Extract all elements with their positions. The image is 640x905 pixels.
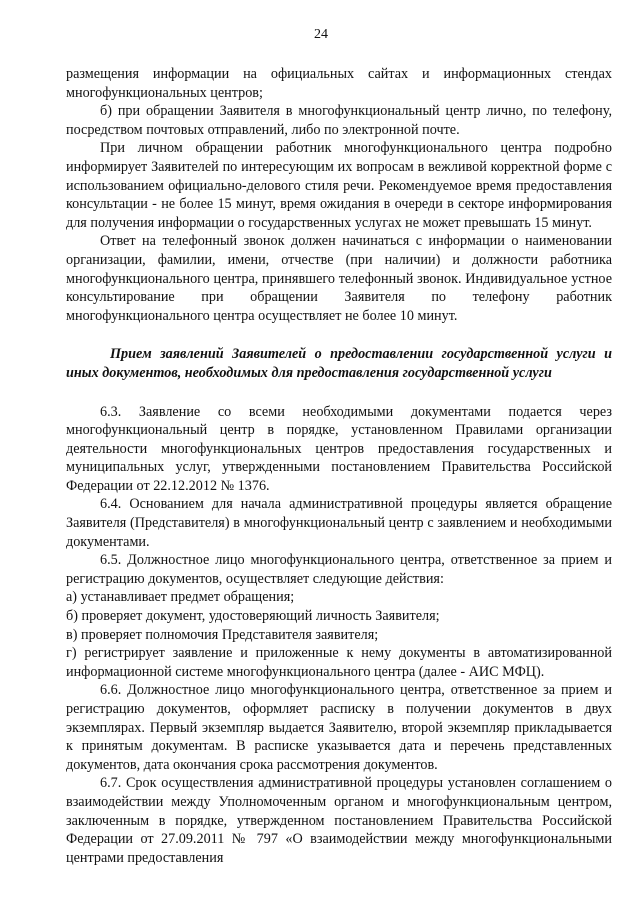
page-number: 24 — [314, 27, 328, 42]
paragraph-item-b-contact: б) при обращении Заявителя в многофункциональный центр лично, по телефону, посредством почтовых отправлений, либо по электронной почте. — [66, 103, 612, 138]
list-item-g: г) регистрирует заявление и приложенные к нему документы в автоматизированной информационной системе многофункционального центра (далее - АИС МФЦ). — [66, 645, 612, 680]
section-heading: Прием заявлений Заявителей о предоставлении государственной услуги и иных документов, необходимых для предоставления государственной услуги — [66, 346, 612, 381]
paragraph-phone-call: Ответ на телефонный звонок должен начинаться с информации о наименовании организации, фамилии, имени, отчестве (при наличии) и должности работника многофункционального центра, принявшего телефонный звонок. Индивидуальное устное консультирование при обращении Заявителя по телефону работник многофункционального центра осуществляет не более 10 минут. — [66, 233, 612, 324]
paragraph-6-6: 6.6. Должностное лицо многофункционального центра, ответственное за прием и регистрацию документов, оформляет расписку в получении документов в двух экземплярах. Первый экземпляр выдается Заявителю, второй экземпляр прикладывается к принятым документам. В расписке указывается дата и перечень представленных документов, дата окончания срока рассмотрения документов. — [66, 682, 612, 773]
list-item-v: в) проверяет полномочия Представителя заявителя; — [66, 626, 379, 643]
paragraph-6-7: 6.7. Срок осуществления административной процедуры установлен соглашением о взаимодействии между Уполномоченным органом и многофункциональным центром, заключенным в порядке, утвержденном постановлением Правительства Российской Федерации от 27.09.2011 № 797 «О взаимодействии между многофункциональными центрами предоставления — [66, 775, 612, 866]
section-body — [66, 403, 612, 868]
paragraph-6-5: 6.5. Должностное лицо многофункционального центра, ответственное за прием и регистрацию документов, осуществляет следующие действия: — [66, 552, 612, 587]
list-item-b: б) проверяет документ, удостоверяющий личность Заявителя; — [66, 608, 440, 625]
paragraph-info-placement: размещения информации на официальных сайтах и информационных стендах многофункциональных центров; — [66, 66, 612, 101]
paragraph-personal-visit: При личном обращении работник многофункционального центра подробно информирует Заявителей по интересующим их вопросам в вежливой корректной форме с использованием официально-делового стиля речи. Рекомендуемое время предоставления консультации - не более 15 минут, время ожидания в очереди в секторе информирования для получения информации о государственных услугах не может превышать 15 минут. — [66, 140, 612, 231]
list-item-a: а) устанавливает предмет обращения; — [66, 589, 295, 606]
paragraph-6-4: 6.4. Основанием для начала административной процедуры является обращение Заявителя (Представителя) в многофункциональный центр с заявлением и необходимыми документами. — [66, 496, 612, 550]
paragraph-6-3: 6.3. Заявление со всеми необходимыми документами подается через многофункциональный центр в порядке, установленном Правилами организации деятельности многофункциональных центров предоставления государственных и муниципальных услуг, утвержденными постановлением Правительства Российской Федерации от 22.12.2012 № 1376. — [66, 403, 612, 494]
